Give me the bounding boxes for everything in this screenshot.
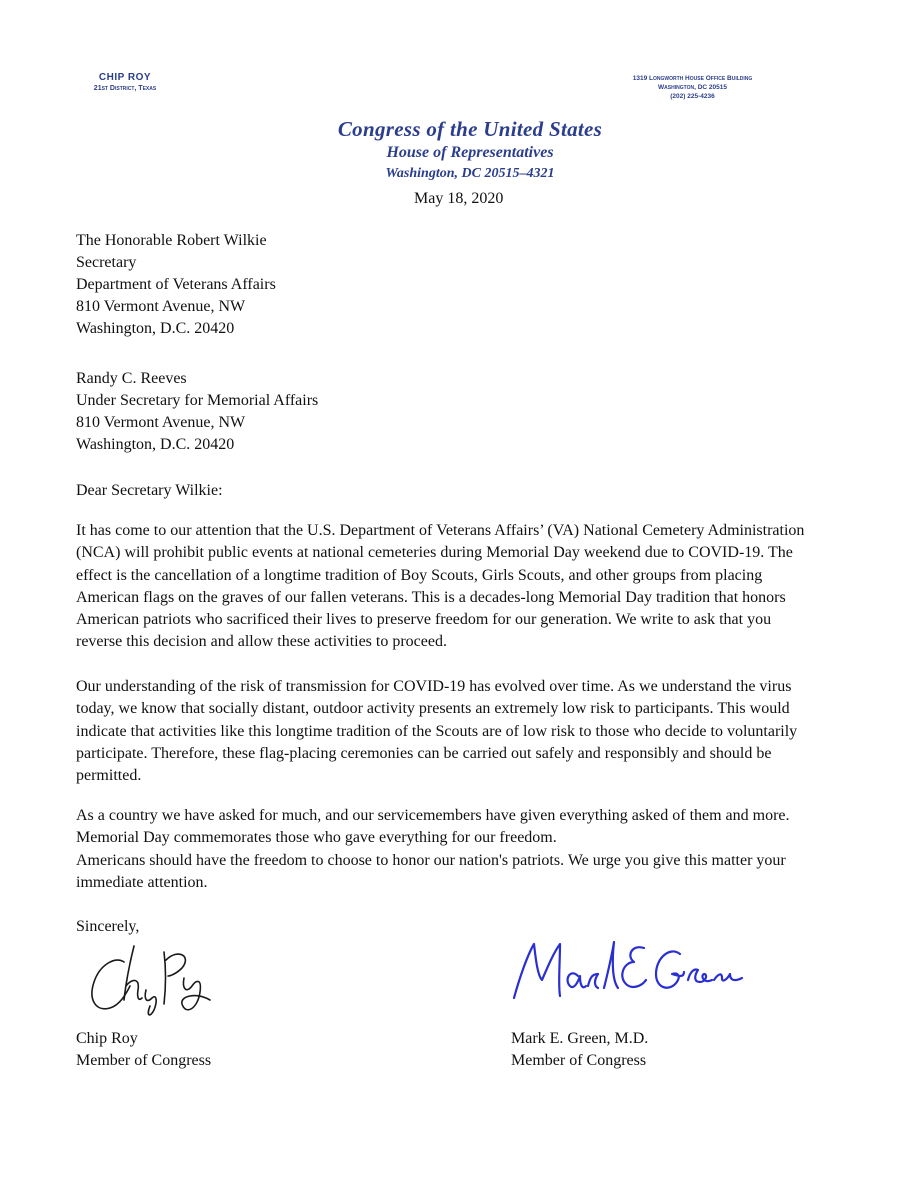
paragraph-line: Memorial Day commemorates those who gave everything for our freedom. — [76, 829, 557, 847]
letterhead-district: 21st District, Texas — [93, 85, 157, 92]
recipient-address-2 — [76, 368, 318, 456]
letter-date: May 18, 2020 — [414, 190, 504, 207]
paragraph-line: Our understanding of the risk of transmission for COVID-19 has evolved over time. As we understand the virus — [76, 678, 792, 695]
recipient2-line: 810 Vermont Avenue, NW — [76, 414, 246, 431]
letterhead-left — [60, 72, 190, 92]
recipient2-line: Washington, D.C. 20420 — [76, 436, 235, 453]
signer-1-name: Chip Roy — [76, 1030, 138, 1047]
letterhead-address-line3: (202) 225-4236 — [670, 93, 715, 100]
recipient1-line: Secretary — [76, 254, 137, 271]
signer-2-name: Mark E. Green, M.D. — [511, 1030, 649, 1047]
paragraph-line: immediate attention. — [76, 873, 208, 891]
letterhead-city: Washington, DC 20515–4321 — [385, 166, 555, 181]
body-paragraph-1 — [76, 520, 856, 654]
letterhead-right — [600, 74, 785, 101]
paragraph-line: participate. Therefore, these flag-placing ceremonies can be carried out safely and responsibly and should be — [76, 744, 772, 762]
signer-2-title: Member of Congress — [511, 1052, 647, 1069]
signature-chip-roy — [86, 938, 226, 1020]
paragraph-line: today, we know that socially distant, outdoor activity presents an extremely low risk to participants. This would — [76, 700, 790, 718]
paragraph-line: American flags on the graves of our fallen veterans. This is a decades-long Memorial Day tradition that honors — [76, 588, 786, 606]
paragraph-line: (NCA) will prohibit public events at national cemeteries during Memorial Day weekend due to COVID-19. The — [76, 544, 793, 562]
recipient2-line: Under Secretary for Memorial Affairs — [76, 392, 319, 409]
signer-1-block — [76, 1028, 211, 1072]
paragraph-line: It has come to our attention that the U.S. Department of Veterans Affairs’ (VA) National Cemetery Administration — [76, 522, 805, 539]
signer-1-title: Member of Congress — [76, 1052, 212, 1069]
paragraph-line: effect is the cancellation of a longtime tradition of Boy Scouts, Girls Scouts, and other groups from placing — [76, 566, 763, 584]
salutation: Dear Secretary Wilkie: — [76, 482, 223, 499]
signature-mark-green — [508, 936, 748, 1006]
recipient-address-1 — [76, 230, 276, 340]
recipient1-line: Department of Veterans Affairs — [76, 276, 276, 293]
paragraph-line: Americans should have the freedom to choose to honor our nation's patriots. We urge you give this matter your — [76, 851, 786, 869]
letterhead-congress: Congress of the United States — [337, 117, 603, 141]
letterhead-address-line1: 1319 Longworth House Office Building — [632, 75, 753, 82]
body-paragraph-3 — [76, 805, 856, 894]
recipient1-line: 810 Vermont Avenue, NW — [76, 298, 246, 315]
paragraph-line: American patriots who sacrificed their lives to preserve freedom for our generation. We write to ask that you — [76, 611, 772, 629]
paragraph-line: indicate that activities like this longtime tradition of the Scouts are of low risk to those who decide to voluntarily — [76, 722, 798, 740]
letterhead-center — [200, 116, 740, 184]
letterhead-house: House of Representatives — [386, 144, 554, 161]
paragraph-line: reverse this decision and allow these activities to proceed. — [76, 633, 447, 651]
letterhead-member-name: CHIP ROY — [98, 72, 152, 83]
paragraph-line: permitted. — [76, 767, 142, 785]
recipient2-line: Randy C. Reeves — [76, 370, 187, 387]
paragraph-line: As a country we have asked for much, and our servicemembers have given everything asked of them and more. — [76, 807, 790, 824]
signer-2-block — [511, 1028, 648, 1072]
body-paragraph-2 — [76, 676, 856, 787]
recipient1-line: The Honorable Robert Wilkie — [76, 232, 267, 249]
letterhead-address-line2: Washington, DC 20515 — [658, 84, 727, 91]
closing: Sincerely, — [76, 918, 140, 935]
recipient1-line: Washington, D.C. 20420 — [76, 320, 235, 337]
